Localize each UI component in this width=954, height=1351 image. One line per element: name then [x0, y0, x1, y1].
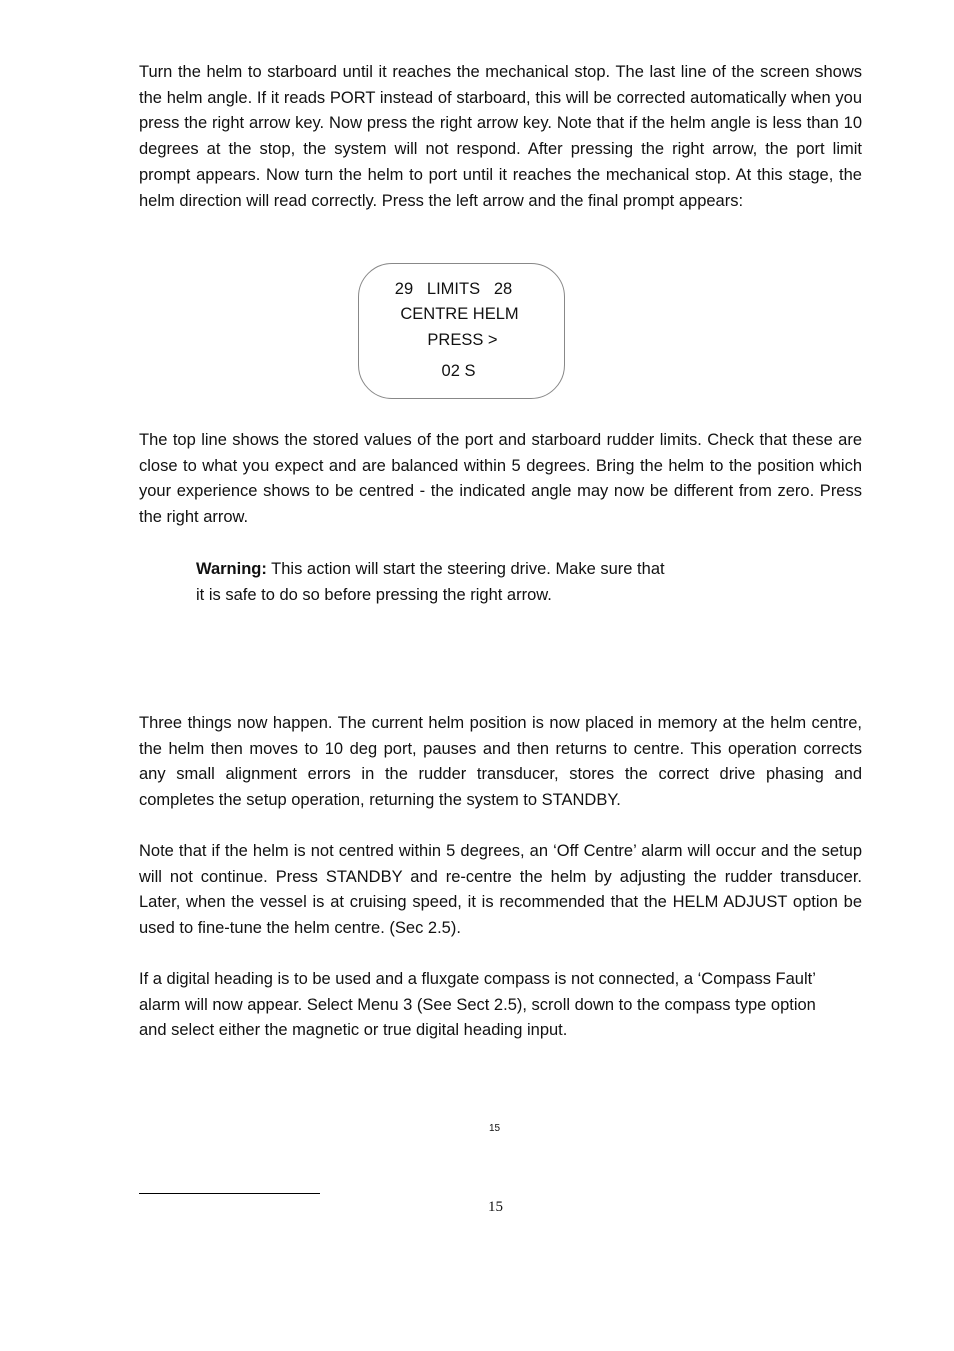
footnote-separator-rule: [139, 1193, 320, 1194]
warning-note: [196, 557, 736, 608]
paragraph-off-centre: Note that if the helm is not centred within 5 degrees, an ‘Off Centre’ alarm will occur and the setup will not continue. Press STANDBY and re-centre the helm by adjusting the rudder transducer. Later, when the vessel is at cruising speed, it is recommended that the HELM ADJUST option be used to fine-tune the helm centre. (Sec 2.5).: [139, 842, 862, 938]
warning-label: Warning:: [196, 560, 267, 578]
warning-line-1: This action will start the steering drive. Make sure that: [266, 560, 665, 578]
lcd-line-angle: 02 S: [441, 362, 476, 380]
lcd-display-box: [358, 263, 565, 399]
footnote-reference-number: 15: [489, 1123, 501, 1134]
page-number: 15: [488, 1199, 503, 1215]
lcd-line-limits: 29 LIMITS 28: [394, 280, 513, 298]
lcd-line-press: PRESS >: [427, 331, 498, 349]
lcd-line-centre-helm: CENTRE HELM: [400, 305, 519, 323]
paragraph-three-things: Three things now happen. The current helm position is now placed in memory at the helm centre, the helm then moves to 10 deg port, pauses and then returns to centre. This operation corrects any small alignment errors in the rudder transducer, stores the correct drive phasing and completes the setup operation, returning the system to STANDBY.: [139, 714, 862, 810]
warning-line-2: it is safe to do so before pressing the right arrow.: [196, 585, 552, 604]
paragraph-stored-limits: The top line shows the stored values of the port and starboard rudder limits. Check that these are close to what you expect and are balanced within 5 degrees. Bring the helm to the position which your experience shows to be centred - the indicated angle may now be different from zero. Press the right arrow.: [139, 431, 862, 527]
paragraph-helm-limits: Turn the helm to starboard until it reaches the mechanical stop. The last line of the screen shows the helm angle. If it reads PORT instead of starboard, this will be corrected automatically when you press the right arrow key. Now press the right arrow key. Note that if the helm angle is less than 10 degrees at the stop, the system will not respond. After pressing the right arrow, the port limit prompt appears. Now turn the helm to port until it reaches the mechanical stop. At this stage, the helm direction will read correctly. Press the left arrow and the final prompt appears:: [139, 63, 862, 210]
paragraph-compass-fault: If a digital heading is to be used and a fluxgate compass is not connected, a ‘Compass Fault’ alarm will now appear. Select Menu 3 (See Sect 2.5), scroll down to the compass type option and select either the magnetic or true digital heading input.: [139, 970, 816, 1040]
